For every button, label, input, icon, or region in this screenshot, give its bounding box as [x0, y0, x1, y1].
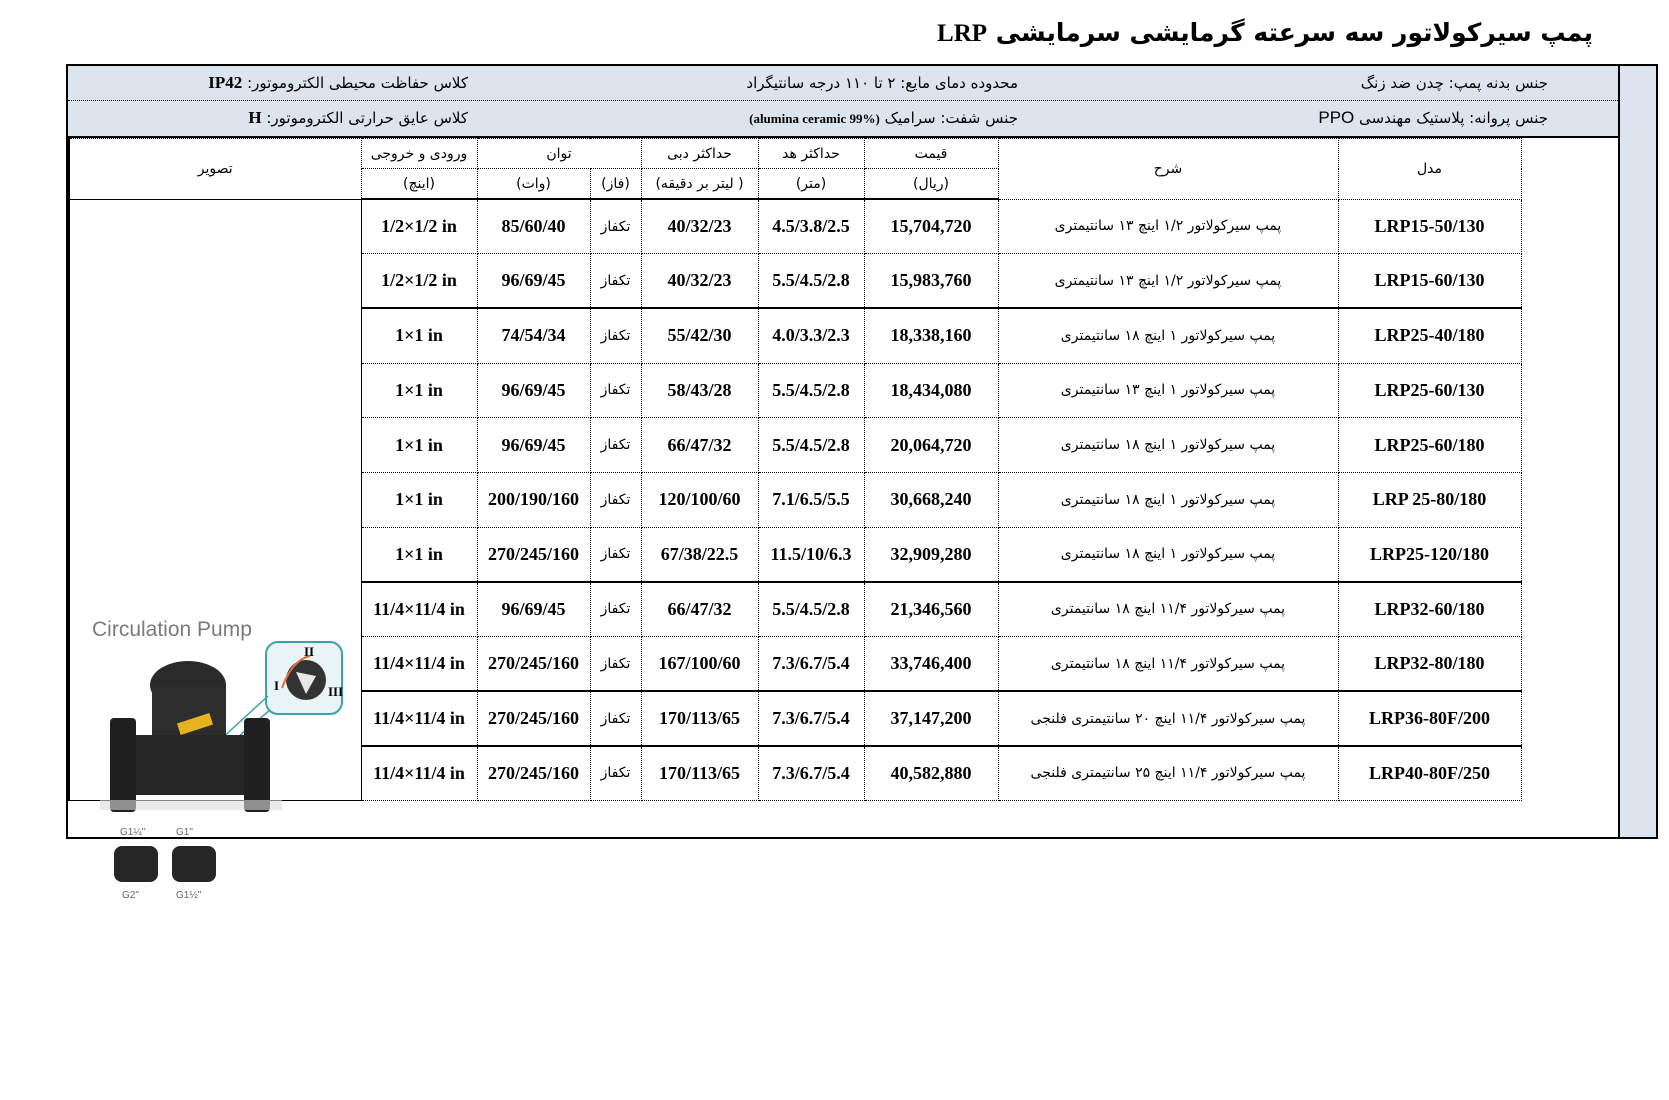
fitting-label-4: G1½": [176, 889, 202, 901]
phase-cell: تکفاز: [590, 472, 641, 527]
side-strip: [1618, 66, 1656, 837]
flow-cell: 170/113/65: [641, 691, 758, 746]
io-cell: 1×1 in: [361, 418, 477, 473]
price-cell: 30,668,240: [864, 472, 998, 527]
fitting-label-2: G1": [176, 826, 193, 838]
fitting-label-1: G1¼": [120, 826, 146, 838]
power-cell: 96/69/45: [477, 254, 590, 309]
speed-label-1: I: [274, 677, 280, 693]
pump-drawing: [70, 500, 362, 1100]
insulation-class: [248, 101, 468, 135]
price-cell: 33,746,400: [864, 637, 998, 692]
header-phase-unit: (فاز): [590, 169, 641, 200]
fitting-1: [114, 846, 158, 882]
io-cell: 11/4×11/4 in: [361, 637, 477, 692]
flow-cell: 170/113/65: [641, 746, 758, 801]
header-power: توان: [477, 139, 641, 169]
model-cell: LRP36-80F/200: [1338, 691, 1521, 746]
price-cell: 40,582,880: [864, 746, 998, 801]
phase-cell: تکفاز: [590, 199, 641, 254]
phase-cell: تکفاز: [590, 637, 641, 692]
model-cell: LRP25-40/180: [1338, 308, 1521, 363]
description-cell: پمپ سیرکولاتور ۱۱/۴ اینچ ۱۸ سانتیمتری: [998, 582, 1338, 637]
io-cell: 1×1 in: [361, 527, 477, 582]
speed-label-3: III: [328, 683, 344, 699]
shaft-label: جنس شفت: سرامیک: [879, 109, 1018, 127]
header-model: مدل: [1338, 139, 1521, 200]
phase-cell: تکفاز: [590, 308, 641, 363]
power-cell: 270/245/160: [477, 637, 590, 692]
shaft-material: [749, 101, 1018, 135]
impeller-material: [1318, 101, 1548, 135]
header-image: تصویر: [69, 139, 361, 200]
description-cell: پمپ سیرکولاتور ۱۱/۴ اینچ ۲۵ سانتیمتری فلنجی: [998, 746, 1338, 801]
phase-cell: تکفاز: [590, 582, 641, 637]
model-cell: LRP32-80/180: [1338, 637, 1521, 692]
head-cell: 4.5/3.8/2.5: [758, 199, 864, 254]
header-watt-unit: (وات): [477, 169, 590, 200]
header-description: شرح: [998, 139, 1338, 200]
title-prefix: پمپ سیرکولاتور سه سرعته گرمایشی سرمایشی: [987, 18, 1593, 47]
header-price-unit: (ریال): [864, 169, 998, 200]
description-cell: پمپ سیرکولاتور ۱ اینچ ۱۸ سانتیمتری: [998, 418, 1338, 473]
flow-cell: 58/43/28: [641, 363, 758, 418]
insulation-value: H: [248, 108, 262, 127]
price-cell: 15,704,720: [864, 199, 998, 254]
flow-cell: 66/47/32: [641, 418, 758, 473]
head-cell: 7.1/6.5/5.5: [758, 472, 864, 527]
description-cell: پمپ سیرکولاتور ۱/۲ اینچ ۱۳ سانتیمتری: [998, 199, 1338, 254]
power-cell: 270/245/160: [477, 527, 590, 582]
impeller-value: PPO: [1318, 108, 1355, 127]
phase-cell: تکفاز: [590, 746, 641, 801]
description-cell: پمپ سیرکولاتور ۱۱/۴ اینچ ۱۸ سانتیمتری: [998, 637, 1338, 692]
io-cell: 11/4×11/4 in: [361, 746, 477, 801]
price-list-frame: [66, 64, 1658, 901]
model-cell: LRP40-80F/250: [1338, 746, 1521, 801]
pump-caption: Circulation Pump: [92, 617, 252, 641]
power-cell: 270/245/160: [477, 746, 590, 801]
head-cell: 7.3/6.7/5.4: [758, 637, 864, 692]
io-cell: 11/4×11/4 in: [361, 691, 477, 746]
header-flow: حداکثر دبی: [641, 139, 758, 169]
info-row-2: [68, 101, 1618, 135]
page-title: [937, 18, 1593, 48]
title-code: LRP: [937, 20, 988, 47]
flow-cell: 67/38/22.5: [641, 527, 758, 582]
head-cell: 5.5/4.5/2.8: [758, 418, 864, 473]
head-cell: 5.5/4.5/2.8: [758, 363, 864, 418]
body-material: جنس بدنه پمپ: چدن ضد زنگ: [1360, 74, 1548, 92]
head-cell: 11.5/10/6.3: [758, 527, 864, 582]
phase-cell: تکفاز: [590, 363, 641, 418]
price-cell: 32,909,280: [864, 527, 998, 582]
description-cell: پمپ سیرکولاتور ۱۱/۴ اینچ ۲۰ سانتیمتری فلنجی: [998, 691, 1338, 746]
io-cell: 1/2×1/2 in: [361, 199, 477, 254]
head-cell: 7.3/6.7/5.4: [758, 691, 864, 746]
head-cell: 5.5/4.5/2.8: [758, 582, 864, 637]
flow-cell: 40/32/23: [641, 254, 758, 309]
power-cell: 74/54/34: [477, 308, 590, 363]
model-cell: LRP 25-80/180: [1338, 472, 1521, 527]
price-cell: 20,064,720: [864, 418, 998, 473]
protection-value: IP42: [208, 73, 243, 92]
table-row: [69, 199, 1521, 254]
flow-cell: 40/32/23: [641, 199, 758, 254]
flow-cell: 167/100/60: [641, 637, 758, 692]
model-cell: LRP15-60/130: [1338, 254, 1521, 309]
header-head: حداکثر هد: [758, 139, 864, 169]
header-flow-unit: ( لیتر بر دقیقه): [641, 169, 758, 200]
description-cell: پمپ سیرکولاتور ۱ اینچ ۱۸ سانتیمتری: [998, 472, 1338, 527]
phase-cell: تکفاز: [590, 254, 641, 309]
header-head-unit: (متر): [758, 169, 864, 200]
io-cell: 1/2×1/2 in: [361, 254, 477, 309]
description-cell: پمپ سیرکولاتور ۱ اینچ ۱۳ سانتیمتری: [998, 363, 1338, 418]
model-cell: LRP25-60/130: [1338, 363, 1521, 418]
phase-cell: تکفاز: [590, 691, 641, 746]
description-cell: پمپ سیرکولاتور ۱ اینچ ۱۸ سانتیمتری: [998, 308, 1338, 363]
shaft-value: (alumina ceramic 99%): [749, 111, 880, 126]
impeller-label: جنس پروانه: پلاستیک مهندسی: [1354, 109, 1548, 127]
price-cell: 37,147,200: [864, 691, 998, 746]
description-cell: پمپ سیرکولاتور ۱ اینچ ۱۸ سانتیمتری: [998, 527, 1338, 582]
phase-cell: تکفاز: [590, 527, 641, 582]
model-cell: LRP15-50/130: [1338, 199, 1521, 254]
flow-cell: 55/42/30: [641, 308, 758, 363]
io-cell: 1×1 in: [361, 472, 477, 527]
flow-cell: 120/100/60: [641, 472, 758, 527]
head-cell: 4.0/3.3/2.3: [758, 308, 864, 363]
left-flange: [110, 718, 136, 812]
fitting-label-3: G2": [122, 889, 139, 901]
header-io: ورودی و خروجی: [361, 139, 477, 169]
power-cell: 270/245/160: [477, 691, 590, 746]
io-cell: 11/4×11/4 in: [361, 582, 477, 637]
fitting-2: [172, 846, 216, 882]
protection-class: [208, 66, 468, 100]
power-cell: 96/69/45: [477, 418, 590, 473]
power-cell: 85/60/40: [477, 199, 590, 254]
model-cell: LRP25-60/180: [1338, 418, 1521, 473]
speed-label-2: II: [304, 643, 315, 659]
header-price: قیمت: [864, 139, 998, 169]
price-cell: 18,338,160: [864, 308, 998, 363]
protection-label: کلاس حفاظت محیطی الکتروموتور:: [242, 74, 468, 92]
head-cell: 7.3/6.7/5.4: [758, 746, 864, 801]
flow-cell: 66/47/32: [641, 582, 758, 637]
info-row-1: [68, 66, 1618, 101]
io-cell: 1×1 in: [361, 308, 477, 363]
power-cell: 96/69/45: [477, 363, 590, 418]
pump-image-cell: [69, 199, 361, 901]
head-cell: 5.5/4.5/2.8: [758, 254, 864, 309]
io-cell: 1×1 in: [361, 363, 477, 418]
insulation-label: کلاس عایق حرارتی الکتروموتور:: [261, 109, 468, 127]
power-cell: 200/190/160: [477, 472, 590, 527]
model-cell: LRP32-60/180: [1338, 582, 1521, 637]
right-flange: [244, 718, 270, 812]
description-cell: پمپ سیرکولاتور ۱/۲ اینچ ۱۳ سانتیمتری: [998, 254, 1338, 309]
phase-cell: تکفاز: [590, 418, 641, 473]
price-cell: 18,434,080: [864, 363, 998, 418]
spec-info-panel: [68, 66, 1618, 138]
price-table: [68, 138, 1522, 901]
price-cell: 15,983,760: [864, 254, 998, 309]
header-io-unit: (اینچ): [361, 169, 477, 200]
model-cell: LRP25-120/180: [1338, 527, 1521, 582]
power-cell: 96/69/45: [477, 582, 590, 637]
temp-range: محدوده دمای مایع: ۲ تا ۱۱۰ درجه سانتیگراد: [746, 74, 1018, 92]
price-cell: 21,346,560: [864, 582, 998, 637]
